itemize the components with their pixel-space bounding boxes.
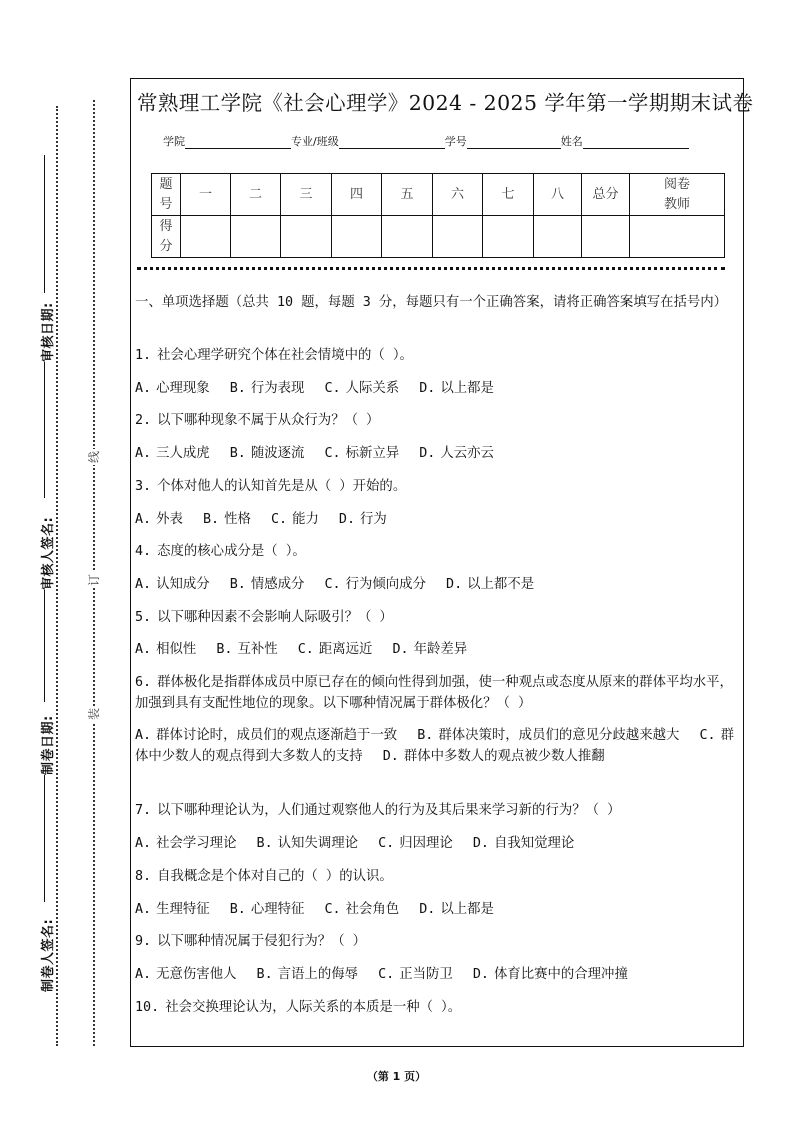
name-label: 姓名: [560, 135, 583, 148]
score-header: 得分: [152, 216, 181, 258]
review-date-label: 审核日期:: [41, 302, 56, 362]
option-c[interactable]: 距离远近: [318, 642, 373, 657]
option-c[interactable]: 正当防卫: [399, 967, 453, 982]
grader-header: 阅卷教师: [630, 174, 725, 216]
question-number: 9.: [135, 934, 152, 949]
option-c[interactable]: 能力: [292, 512, 319, 527]
question-9: [135, 931, 739, 952]
column-header: 七: [483, 174, 534, 216]
binding-mark-ding: 订: [87, 574, 101, 587]
option-letter: D.: [419, 446, 436, 461]
question-10: [135, 997, 739, 1018]
question-9-options: [135, 964, 739, 985]
option-c[interactable]: 标新立异: [345, 446, 400, 461]
review-date-line[interactable]: [44, 155, 45, 293]
total-score-header: 总分: [582, 174, 630, 216]
section-heading: 一、单项选择题（总共 10 题，每题 3 分，每题只有一个正确答案，请将正确答案填写在括号内）: [135, 295, 728, 310]
option-letter: B.: [202, 512, 220, 527]
student-info-row: [163, 131, 689, 149]
question-5: [135, 607, 739, 628]
option-c[interactable]: 行为倾向成分: [345, 577, 426, 592]
option-letter: B.: [229, 577, 246, 592]
option-letter: D.: [446, 577, 463, 592]
column-header: 五: [382, 174, 433, 216]
option-letter: D.: [382, 749, 399, 764]
option-letter: B.: [256, 836, 273, 851]
option-d[interactable]: 人云亦云: [440, 446, 494, 461]
question-number: 5.: [135, 610, 152, 625]
column-header: 三: [281, 174, 332, 216]
option-letter: C.: [324, 902, 341, 917]
option-d[interactable]: 群体中多数人的观点被少数人推翻: [403, 749, 605, 764]
option-letter: A.: [135, 446, 152, 461]
option-letter: C.: [699, 728, 716, 743]
option-d[interactable]: 以上都不是: [467, 577, 535, 592]
option-letter: A.: [135, 967, 152, 982]
question-5-options: [135, 639, 739, 660]
question-text: 以下哪种理论认为，人们通过观察他人的行为及其后果来学习新的行为？（ ）: [157, 803, 621, 818]
question-3: [135, 476, 739, 497]
question-text: 以下哪种情况属于侵犯行为？（ ）: [157, 934, 367, 949]
name-field[interactable]: [583, 134, 689, 149]
grader-cell[interactable]: [630, 216, 725, 258]
score-cell[interactable]: [483, 216, 534, 258]
question-number: 2.: [135, 413, 152, 428]
score-cell[interactable]: [534, 216, 582, 258]
option-d[interactable]: 以上都是: [440, 381, 494, 396]
binding-dotted-line-inner: [56, 106, 58, 1046]
option-a[interactable]: 社会学习理论: [156, 836, 237, 851]
option-letter: A.: [135, 577, 152, 592]
question-number: 10.: [135, 1000, 160, 1015]
option-d[interactable]: 行为: [360, 512, 387, 527]
score-cell[interactable]: [382, 216, 433, 258]
option-letter: D.: [338, 512, 356, 527]
question-7: [135, 800, 739, 821]
score-cell[interactable]: [433, 216, 483, 258]
question-number: 6.: [135, 675, 152, 690]
question-3-options: [135, 509, 739, 530]
option-d[interactable]: 自我知觉理论: [493, 836, 575, 851]
option-a[interactable]: 生理特征: [156, 902, 210, 917]
option-b[interactable]: 言语上的侮辱: [277, 967, 358, 982]
option-letter: B.: [256, 967, 273, 982]
option-a[interactable]: 认知成分: [156, 577, 210, 592]
question-text: 社会心理学研究个体在社会情境中的（ ）。: [157, 348, 413, 363]
college-label: 学院: [163, 135, 185, 148]
option-a[interactable]: 心理现象: [156, 381, 210, 396]
score-cell[interactable]: [231, 216, 281, 258]
option-letter: D.: [472, 967, 489, 982]
question-8-options: [135, 899, 739, 920]
compile-date-label: 制卷日期:: [41, 715, 56, 775]
score-cell[interactable]: [281, 216, 332, 258]
compile-date-line[interactable]: [44, 590, 45, 702]
page-number: （第 1 页）: [366, 1070, 427, 1083]
binding-mark-xian: 线: [87, 451, 101, 464]
question-6-options: [135, 725, 739, 767]
column-header: 二: [231, 174, 281, 216]
option-letter: B.: [216, 642, 233, 657]
question-text: 个体对他人的认知首先是从（ ）开始的。: [157, 479, 407, 494]
column-header: 四: [332, 174, 382, 216]
option-d[interactable]: 年龄差异: [413, 642, 468, 657]
option-letter: A.: [135, 512, 152, 527]
option-letter: D.: [419, 381, 436, 396]
question-text: 态度的核心成分是（ ）。: [157, 544, 306, 559]
option-letter: C.: [297, 642, 314, 657]
option-letter: C.: [378, 967, 395, 982]
question-text: 群体极化是指群体成员中原已存在的倾向性得到加强，使一种观点或态度从原来的群体平均水平，加强到具有支配性地位的现象。以下哪种情况属于群体极化？（ ）: [135, 675, 733, 711]
total-score-cell[interactable]: [582, 216, 630, 258]
compiler-signature-label: 制卷人签名:: [41, 918, 56, 992]
reviewer-signature-line[interactable]: [44, 362, 45, 498]
option-d[interactable]: 以上都是: [440, 902, 494, 917]
student-id-field[interactable]: [467, 134, 561, 149]
option-letter: A.: [135, 836, 152, 851]
option-letter: C.: [324, 577, 341, 592]
question-number: 4.: [135, 544, 152, 559]
option-b[interactable]: 情感成分: [250, 577, 305, 592]
option-c[interactable]: 社会角色: [345, 902, 400, 917]
major-class-label: 专业/班级: [291, 135, 339, 148]
option-a[interactable]: 相似性: [156, 642, 197, 657]
question-text: 以下哪种现象不属于从众行为？（ ）: [157, 413, 380, 428]
option-a[interactable]: 外表: [156, 512, 183, 527]
option-c[interactable]: 群体中少数人的观点得到大多数人的支持: [135, 728, 734, 764]
score-table-score-row: [152, 216, 725, 258]
question-number: 1.: [135, 348, 152, 363]
column-header: 六: [433, 174, 483, 216]
question-number: 8.: [135, 869, 152, 884]
question-text: 以下哪种因素不会影响人际吸引？（ ）: [157, 610, 393, 625]
question-2-options: [135, 443, 739, 464]
binding-mark-zhuang: 装: [87, 708, 101, 721]
option-letter: B.: [229, 446, 246, 461]
option-letter: B.: [417, 728, 434, 743]
reviewer-signature-label: 审核人签名:: [41, 516, 56, 590]
option-letter: A.: [135, 728, 152, 743]
question-8: [135, 866, 739, 887]
option-d[interactable]: 体育比赛中的合理冲撞: [493, 967, 628, 982]
option-letter: A.: [135, 902, 152, 917]
section-separator-dots: [137, 267, 725, 270]
question-2: [135, 410, 739, 431]
option-a[interactable]: 无意伤害他人: [156, 967, 237, 982]
score-cell[interactable]: [332, 216, 382, 258]
option-c[interactable]: 人际关系: [345, 381, 400, 396]
score-table-header-row: [152, 174, 725, 216]
option-letter: C.: [324, 381, 341, 396]
option-b[interactable]: 性格: [224, 512, 251, 527]
option-letter: B.: [229, 381, 246, 396]
question-6: [135, 672, 739, 714]
question-4-options: [135, 574, 739, 595]
option-b[interactable]: 随波逐流: [250, 446, 305, 461]
question-text: 社会交换理论认为，人际关系的本质是一种（ ）。: [165, 1000, 462, 1015]
question-4: [135, 541, 739, 562]
option-letter: D.: [419, 902, 436, 917]
option-a[interactable]: 三人成虎: [156, 446, 210, 461]
question-7-options: [135, 833, 739, 854]
option-letter: D.: [472, 836, 489, 851]
option-letter: C.: [378, 836, 395, 851]
question-1: [135, 345, 739, 366]
option-b[interactable]: 心理特征: [250, 902, 305, 917]
major-class-field[interactable]: [339, 134, 445, 149]
option-letter: A.: [135, 642, 152, 657]
column-header: 八: [534, 174, 582, 216]
option-b[interactable]: 群体决策时，成员们的意见分歧越来越大: [438, 728, 680, 743]
college-field[interactable]: [185, 134, 291, 149]
question-number: 7.: [135, 803, 152, 818]
option-c[interactable]: 归因理论: [399, 836, 453, 851]
score-cell[interactable]: [181, 216, 231, 258]
option-letter: C.: [324, 446, 341, 461]
exam-title: 常熟理工学院《社会心理学》2024 - 2025 学年第一学期期末试卷: [137, 91, 754, 115]
option-a[interactable]: 群体讨论时，成员们的观点逐渐趋于一致: [156, 728, 398, 743]
question-number-header: 题号: [152, 174, 181, 216]
option-letter: A.: [135, 381, 152, 396]
option-letter: D.: [392, 642, 409, 657]
option-b[interactable]: 互补性: [237, 642, 278, 657]
student-id-label: 学号: [444, 135, 467, 148]
score-table: [151, 173, 725, 258]
option-b[interactable]: 认知失调理论: [277, 836, 358, 851]
option-letter: B.: [229, 902, 246, 917]
question-1-options: [135, 378, 739, 399]
question-number: 3.: [135, 479, 152, 494]
column-header: 一: [181, 174, 231, 216]
option-letter: C.: [270, 512, 288, 527]
compiler-signature-line[interactable]: [44, 775, 45, 902]
question-text: 自我概念是个体对自己的（ ）的认识。: [157, 869, 393, 884]
option-b[interactable]: 行为表现: [250, 381, 305, 396]
